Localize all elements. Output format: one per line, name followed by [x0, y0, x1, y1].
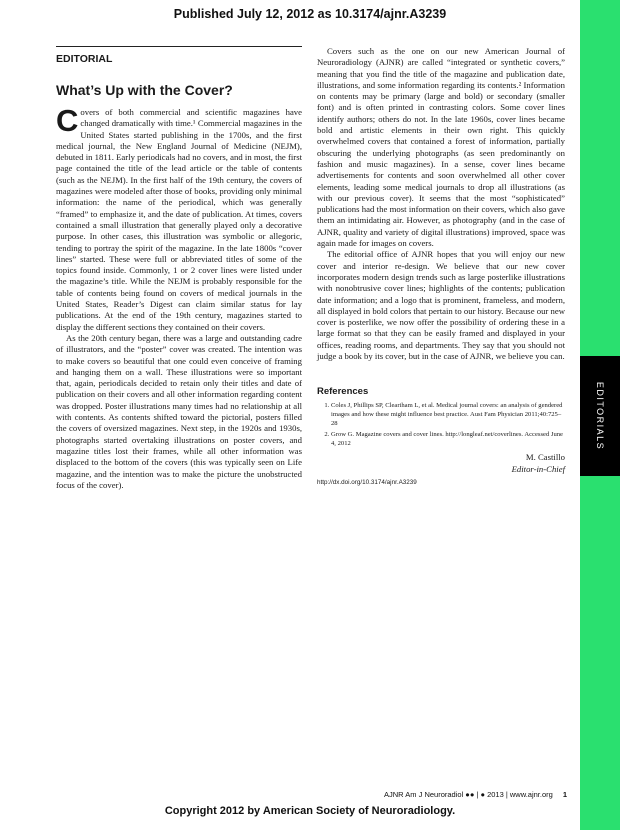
signature-name: M. Castillo [525, 452, 565, 463]
signature [317, 451, 565, 475]
side-tab-label: EDITORIALS [595, 381, 606, 451]
drop-cap: C [56, 103, 79, 138]
paragraph-2: As the 20th century began, there was a large and outstanding cadre of illustrators, and the “poster” cover was created. The intention was to make covers so beautiful that one could even conceive of framing and hanging them on a wall. These illustrations were so important that, again, periodicals decided to retain only their titles and date of publication on their covers and all other information regarding content was dropped. Poster illustrations many times had no relationship at all with contents. As contents shifted toward the pictorial, posters filled the covers of oversized magazines. Next step, in the 1920s and 1930s, photographs started overtaking illustrations on poster covers, and magazine titles lost their frames, while all other information was displaced to the bottom of the covers (this was typically seen on Life magazine, and the intention was to make the picture the unobstructed focus of the cover). [56, 332, 302, 490]
journal-line: AJNR Am J Neuroradiol ●● | ● 2013 | www.ajnr.org [384, 790, 553, 799]
reference-item: 2. Grow G. Magazine covers and cover lines. http://longleaf.net/coverlines. Accessed June 4, 2012 [331, 430, 565, 448]
references-list [317, 401, 565, 448]
references-heading: References [317, 386, 369, 398]
side-tab [580, 0, 620, 830]
side-tab-box [580, 356, 620, 476]
article-title: What’s Up with the Cover? [56, 82, 233, 98]
publication-banner: Published July 12, 2012 as 10.3174/ajnr.A3239 [173, 7, 447, 21]
journal-footer [384, 790, 567, 799]
paragraph-4: The editorial office of AJNR hopes that you will enjoy our new cover and interior re-design. We believe that our new cover incorporates modern design trends such as large posterlike illustrations with nonobtrusive cover lines; highlights of the contents; publication date information; and a logo that is prominent, frameless, and modern, all displayed in bold colors that pertain to our history. Because our new cover is posterlike, we now offer the possibility of ordering these in a large format so that they can be easily framed and displayed in your offices, reading rooms, and departments. They say that you should not judge a book by its cover, but in the case of AJNR, we believe you can. [317, 249, 565, 362]
left-column [56, 46, 302, 491]
paragraph-3: Covers such as the one on our new American Journal of Neuroradiology (AJNR) are called “integrated or synthetic covers,” meaning that you find the title of the magazine and publication date, illustrations, and some information regarding its contents.² Information on contents may be primary (large and bold) or secondary (smaller font) and is often printed in contrasting colors. Some cover lines identify authors; others do not. In the late 1960s, cover lines became bold and artistic elements in their own right. This quickly overwhelmed covers that contained a forest of information, partially obscuring the underlying photographs (as seen predominantly on fashion and music magazines). In a sense, cover lines became advertisements for contents and soon overwhelmed all other cover elements, leading some medical journals to drop all illustrations (as with our previous cover). It seems that the most “sophisticated” publications had the most information on their covers, which also gave them an intimidating air. However, as photography (and in the case of AJNR, quality and variety of digital illustrations) improved, space was again made for images on covers. [317, 46, 565, 249]
paragraph-1-text: overs of both commercial and scientific magazines have changed dramatically with time.¹ Commercial magazines in the United States started publishing in the 1700s, and the first medical journal, the New England Journal of Medicine (NEJM), debuted in 1811. Early periodicals had no covers, and in most, the first page contained the title of the lead article or the table of contents (such as the NEJM). In the first half of the 19th century, the covers of magazines were modeled after those of books, providing only minimal information: the name of the periodical, which was generally “framed” to emphasize it, and the date of publication. At times, covers contained a small illustration that generally played only a decorative purpose. In other cases, this illustration was symbolic or allegoric, tending to portray the spirit of the magazine. In the late 1800s “cover lines” started. These were full or abbreviated titles of some of the topics found inside. Commonly, 1 or 2 cover lines were listed under the magazine’s title. While the NEJM is probably responsible for the table of contents being found on covers of medical journals in the United States, Reader’s Digest can claim similar status for lay publications. At the end of the 19th century, magazines started to display the different sections they contained on their covers. [56, 107, 302, 332]
doi-link[interactable]: http://dx.doi.org/10.3174/ajnr.A3239 [317, 479, 417, 487]
page-number: 1 [562, 790, 567, 799]
section-label: EDITORIAL [56, 53, 113, 65]
signature-role: Editor-in-Chief [511, 464, 565, 475]
right-column [317, 46, 565, 486]
paragraph-1 [56, 103, 302, 333]
section-rule [56, 46, 302, 47]
reference-item: 1. Coles J, Phillips SP, Cleariham L, et al. Medical journal covers: an analysis of gendered images and how these might influence best practice. Aust Fam Physician 2011;40:725–28 [331, 401, 565, 428]
copyright-banner: Copyright 2012 by American Society of Neuroradiology. [164, 805, 456, 817]
